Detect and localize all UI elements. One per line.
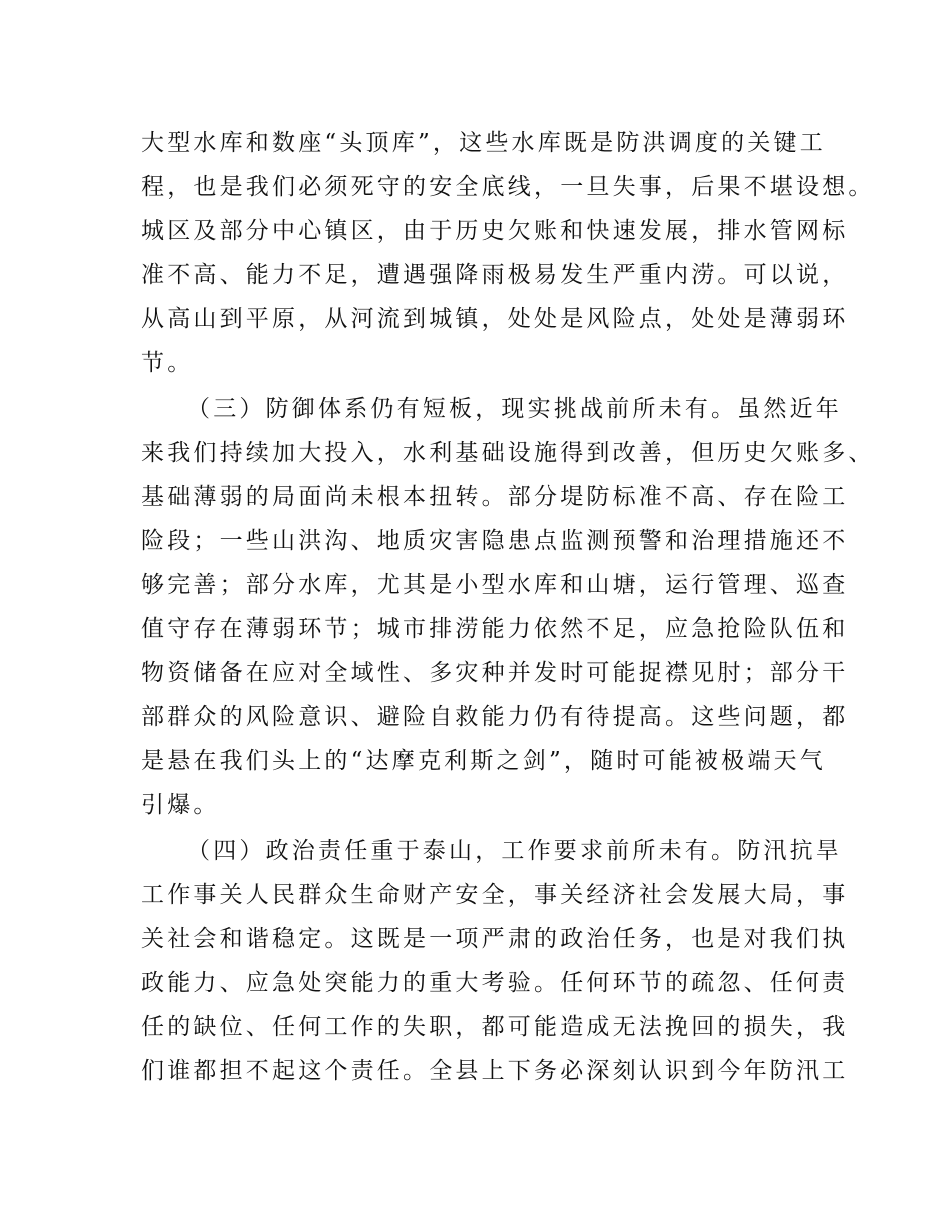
paragraph-3 xyxy=(141,829,849,1093)
paragraph-line: 关社会和谐稳定。这既是一项严肃的政治任务，也是对我们执 xyxy=(141,926,849,952)
paragraph-line: 从高山到平原，从河流到城镇，处处是风险点，处处是薄弱环 xyxy=(141,306,849,332)
paragraph-line: 险段；一些山洪沟、地质灾害隐患点监测预警和治理措施还不 xyxy=(141,528,849,554)
paragraph-line: 任的缺位、任何工作的失职，都可能造成无法挽回的损失，我 xyxy=(141,1014,849,1040)
paragraph-line: 政能力、应急处突能力的重大考验。任何环节的疏忽、任何责 xyxy=(141,970,849,996)
paragraph-line: 准不高、能力不足，遭遇强降雨极易发生严重内涝。可以说， xyxy=(141,262,849,288)
paragraph-1 xyxy=(141,121,875,385)
paragraph-line: 程，也是我们必须死守的安全底线，一旦失事，后果不堪设想。 xyxy=(141,174,875,200)
paragraph-line: 大型水库和数座“头顶库”，这些水库既是防洪调度的关键工 xyxy=(141,130,826,156)
paragraph-2 xyxy=(141,387,875,827)
paragraph-line: 城区及部分中心镇区，由于历史欠账和快速发展，排水管网标 xyxy=(141,218,849,244)
paragraph-line: 物资储备在应对全域性、多灾种并发时可能捉襟见肘；部分干 xyxy=(141,660,849,686)
paragraph-line: 来我们持续加大投入，水利基础设施得到改善，但历史欠账多、 xyxy=(141,440,875,466)
paragraph-line: 工作事关人民群众生命财产安全，事关经济社会发展大局，事 xyxy=(141,882,849,908)
paragraph-line: 们谁都担不起这个责任。全县上下务必深刻认识到今年防汛工 xyxy=(141,1058,849,1084)
paragraph-line: 节。 xyxy=(141,350,194,376)
paragraph-line: 是悬在我们头上的“达摩克利斯之剑”，随时可能被极端天气 xyxy=(141,748,826,774)
paragraph-line: 值守存在薄弱环节；城市排涝能力依然不足，应急抢险队伍和 xyxy=(141,616,849,642)
paragraph-line: （三）防御体系仍有短板，现实挑战前所未有。虽然近年 xyxy=(187,396,842,422)
paragraph-line: 引爆。 xyxy=(141,792,220,818)
paragraph-line: 基础薄弱的局面尚未根本扭转。部分堤防标准不高、存在险工 xyxy=(141,484,849,510)
paragraph-line: 够完善；部分水库，尤其是小型水库和山塘，运行管理、巡查 xyxy=(141,572,849,598)
paragraph-line: 部群众的风险意识、避险自救能力仍有待提高。这些问题，都 xyxy=(141,704,849,730)
paragraph-line: （四）政治责任重于泰山，工作要求前所未有。防汛抗旱 xyxy=(187,838,842,864)
